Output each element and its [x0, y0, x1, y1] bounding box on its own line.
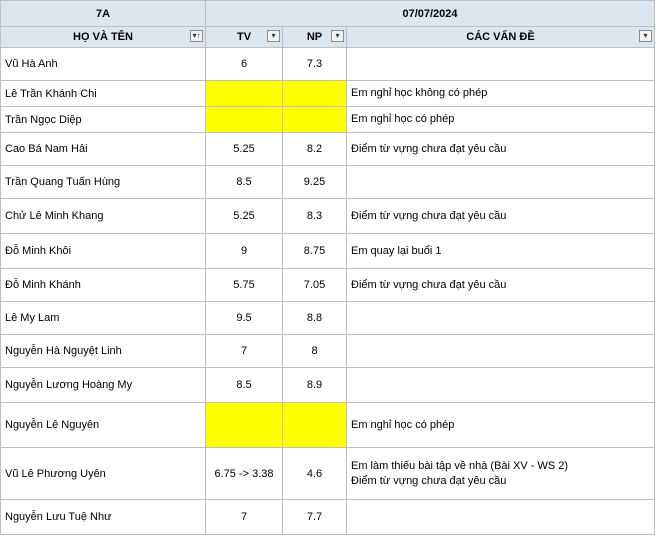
class-label: 7A: [95, 7, 111, 20]
np-score-cell[interactable]: 8.2: [283, 133, 347, 166]
np-score-cell[interactable]: 8.9: [283, 368, 347, 403]
filter-dropdown-icon[interactable]: ▾: [331, 30, 344, 42]
col-header-np[interactable]: [283, 27, 347, 48]
student-name-cell[interactable]: Chử Lê Minh Khang: [1, 199, 206, 234]
col-header-tv[interactable]: [206, 27, 283, 48]
table-row: [1, 302, 655, 335]
tv-score-cell[interactable]: 8.5: [206, 368, 283, 403]
table-row: [1, 48, 655, 81]
student-name-cell[interactable]: Trần Ngọc Diệp: [1, 107, 206, 133]
issues-cell[interactable]: [347, 81, 655, 107]
issue-line: Điểm từ vựng chưa đạt yêu cầu: [351, 474, 507, 487]
sort-filter-icon[interactable]: ▾↑: [190, 30, 203, 42]
col-header-issues[interactable]: [347, 27, 655, 48]
tv-score-cell[interactable]: [206, 81, 283, 107]
student-name-cell[interactable]: Trần Quang Tuấn Hùng: [1, 166, 206, 199]
col-header-np-label: NP: [306, 31, 323, 43]
tv-score-cell[interactable]: 6: [206, 48, 283, 81]
table-row: [1, 368, 655, 403]
table-row: [1, 107, 655, 133]
np-score-cell[interactable]: 7.3: [283, 48, 347, 81]
np-score-cell[interactable]: 4.6: [283, 448, 347, 500]
tv-score-cell[interactable]: 8.5: [206, 166, 283, 199]
np-score-cell[interactable]: 8.8: [283, 302, 347, 335]
issues-cell[interactable]: [347, 500, 655, 535]
filter-dropdown-icon[interactable]: ▾: [639, 30, 652, 42]
tv-score-cell[interactable]: 5.25: [206, 133, 283, 166]
tv-score-cell[interactable]: 5.75: [206, 269, 283, 302]
table-row: [1, 403, 655, 448]
date-label: 07/07/2024: [402, 7, 458, 20]
col-header-name-label: HỌ VÀ TÊN: [73, 31, 133, 43]
np-score-cell[interactable]: [283, 81, 347, 107]
table-row: [1, 199, 655, 234]
student-name-cell[interactable]: Nguyễn Hà Nguyệt Linh: [1, 335, 206, 368]
np-score-cell[interactable]: 8: [283, 335, 347, 368]
issues-cell[interactable]: [347, 234, 655, 269]
issue-line: Điểm từ vựng chưa đạt yêu cầu: [351, 209, 507, 222]
np-score-cell[interactable]: [283, 107, 347, 133]
issues-cell[interactable]: [347, 302, 655, 335]
table-row: [1, 335, 655, 368]
sheet-body: [1, 1, 655, 535]
student-name-cell[interactable]: Nguyễn Lưu Tuệ Như: [1, 500, 206, 535]
issues-cell[interactable]: [347, 269, 655, 302]
table-row: [1, 81, 655, 107]
filter-dropdown-icon[interactable]: ▾: [267, 30, 280, 42]
table-row: [1, 166, 655, 199]
np-score-cell[interactable]: 9.25: [283, 166, 347, 199]
np-score-cell[interactable]: [283, 403, 347, 448]
table-row: [1, 448, 655, 500]
table-row: [1, 234, 655, 269]
issue-line: Em làm thiếu bài tập về nhà (Bài XV - WS 2): [351, 459, 569, 472]
issue-line: Điểm từ vựng chưa đạt yêu cầu: [351, 142, 507, 155]
date-cell[interactable]: [206, 1, 655, 27]
student-name-cell[interactable]: Lê My Lam: [1, 302, 206, 335]
class-cell[interactable]: [1, 1, 206, 27]
tv-score-cell[interactable]: [206, 107, 283, 133]
issue-line: Điểm từ vựng chưa đạt yêu cầu: [351, 278, 507, 291]
np-score-cell[interactable]: 8.3: [283, 199, 347, 234]
column-header-row: [1, 27, 655, 48]
tv-score-cell[interactable]: 6.75 -> 3.38: [206, 448, 283, 500]
issues-cell[interactable]: [347, 199, 655, 234]
student-name-cell[interactable]: Vũ Hà Anh: [1, 48, 206, 81]
col-header-name[interactable]: [1, 27, 206, 48]
issue-line: Em nghỉ học có phép: [351, 418, 455, 431]
tv-score-cell[interactable]: [206, 403, 283, 448]
col-header-tv-label: TV: [236, 31, 252, 43]
np-score-cell[interactable]: 7.7: [283, 500, 347, 535]
student-name-cell[interactable]: Nguyễn Lê Nguyên: [1, 403, 206, 448]
table-row: [1, 269, 655, 302]
title-row: [1, 1, 655, 27]
np-score-cell[interactable]: 7.05: [283, 269, 347, 302]
issues-cell[interactable]: [347, 48, 655, 81]
tv-score-cell[interactable]: 7: [206, 335, 283, 368]
tv-score-cell[interactable]: 9: [206, 234, 283, 269]
issue-line: Em quay lại buổi 1: [351, 244, 442, 257]
tv-score-cell[interactable]: 7: [206, 500, 283, 535]
issues-cell[interactable]: [347, 107, 655, 133]
student-name-cell[interactable]: Đỗ Minh Khôi: [1, 234, 206, 269]
table-row: [1, 500, 655, 535]
student-name-cell[interactable]: Cao Bá Nam Hải: [1, 133, 206, 166]
tv-score-cell[interactable]: 5.25: [206, 199, 283, 234]
student-name-cell[interactable]: Lê Trần Khánh Chi: [1, 81, 206, 107]
issues-cell[interactable]: [347, 368, 655, 403]
issues-cell[interactable]: [347, 133, 655, 166]
student-name-cell[interactable]: Nguyễn Lương Hoàng My: [1, 368, 206, 403]
student-name-cell[interactable]: Vũ Lê Phương Uyên: [1, 448, 206, 500]
issue-line: Em nghỉ học không có phép: [351, 87, 488, 99]
issues-cell[interactable]: [347, 335, 655, 368]
np-score-cell[interactable]: 8.75: [283, 234, 347, 269]
issues-cell[interactable]: [347, 403, 655, 448]
issues-cell[interactable]: [347, 448, 655, 500]
student-name-cell[interactable]: Đỗ Minh Khánh: [1, 269, 206, 302]
issues-cell[interactable]: [347, 166, 655, 199]
col-header-issues-label: CÁC VẤN ĐỀ: [466, 31, 535, 43]
tv-score-cell[interactable]: 9.5: [206, 302, 283, 335]
table-row: [1, 133, 655, 166]
issue-line: Em nghỉ học có phép: [351, 113, 455, 125]
